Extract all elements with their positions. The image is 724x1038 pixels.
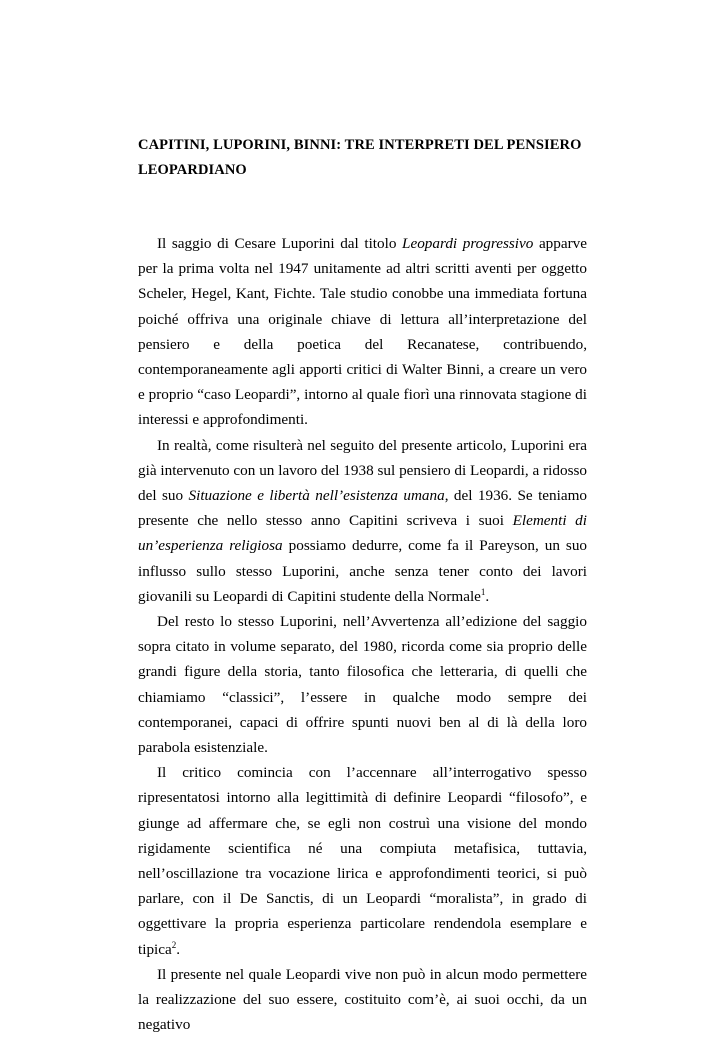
paragraph-2: In realtà, come risulterà nel seguito del presente articolo, Luporini era già intervenuto con un lavoro del 1938 sul pensiero di Leopardi, a ridosso del suo Situazione e libertà nell’esistenza umana, del 1936. Se teniamo presente che nello stesso anno Capitini scriveva i suoi Elementi di un’esperienza religiosa possiamo dedurre, come fa il Pareyson, un suo influsso sullo stesso Luporini, anche senza tener conto dei lavori giovanili su Leopardi di Capitini studente della Normale$^1$. xyxy=(138,436,588,605)
body-text xyxy=(138,231,587,1038)
document-title xyxy=(138,133,590,183)
title-line-2: LEOPARDIANO xyxy=(138,162,247,178)
paragraph-3: Del resto lo stesso Luporini, nell’Avvertenza all’edizione del saggio sopra citato in volume separato, del 1980, ricorda come sia proprio delle grandi figure della storia, tanto filosofica che letteraria, di quelli che chiamiamo “classici”, l’essere in qualche modo sempre dei contemporanei, capaci di offrire spunti nuovi ben al di là della loro parabola esistenziale. xyxy=(138,613,587,757)
book-title-leopardi-progressivo: Leopardi progressivo xyxy=(402,235,534,252)
book-title-elementi: Elementi di un’esperienza religiosa xyxy=(138,512,587,555)
paragraph-5: Il presente nel quale Leopardi vive non può in alcun modo permettere la realizzazione del suo essere, costituito com’è, ai suoi occhi, da un negativo xyxy=(138,965,587,1034)
title-line-1: CAPITINI, LUPORINI, BINNI: TRE INTERPRETI DEL PENSIERO xyxy=(138,137,582,153)
paragraph-1: Il saggio di Cesare Luporini dal titolo Leopardi progressivo apparve per la prima volta nel 1947 unitamente ad altri scritti aventi per oggetto Scheler, Hegel, Kant, Fichte. Tale studio conobbe una immediata fortuna poiché offriva una originale chiave di lettura all’interpretazione del pensiero e della poetica del Recanatese, contribuendo, contemporaneamente agli apporti critici di Walter Binni, a creare un vero e proprio “caso Leopardi”, intorno al quale fiorì una rinnovata stagione di interessi e approfondimenti. xyxy=(138,235,588,429)
book-title-situazione-e-liberta: Situazione e libertà nell’esistenza umana xyxy=(188,487,445,505)
footnote-ref-2[interactable]: 2 xyxy=(171,939,177,950)
footnote-ref-1[interactable]: 1 xyxy=(480,586,486,597)
paragraph-4: Il critico comincia con l’accennare all’interrogativo spesso ripresentatosi intorno alla legittimità di definire Leopardi “filosofo”, e giunge ad affermare che, se egli non costruì una visione del mondo rigidamente scientifica né una compiuta metafisica, tuttavia, nell’oscillazione tra vocazione lirica e approfondimenti teorici, si può parlare, con il De Sanctis, di un Leopardi “moralista”, in grado di oggettivare la propria esperienza particolare rendendola esemplare e tipica$^2$. xyxy=(138,764,587,958)
